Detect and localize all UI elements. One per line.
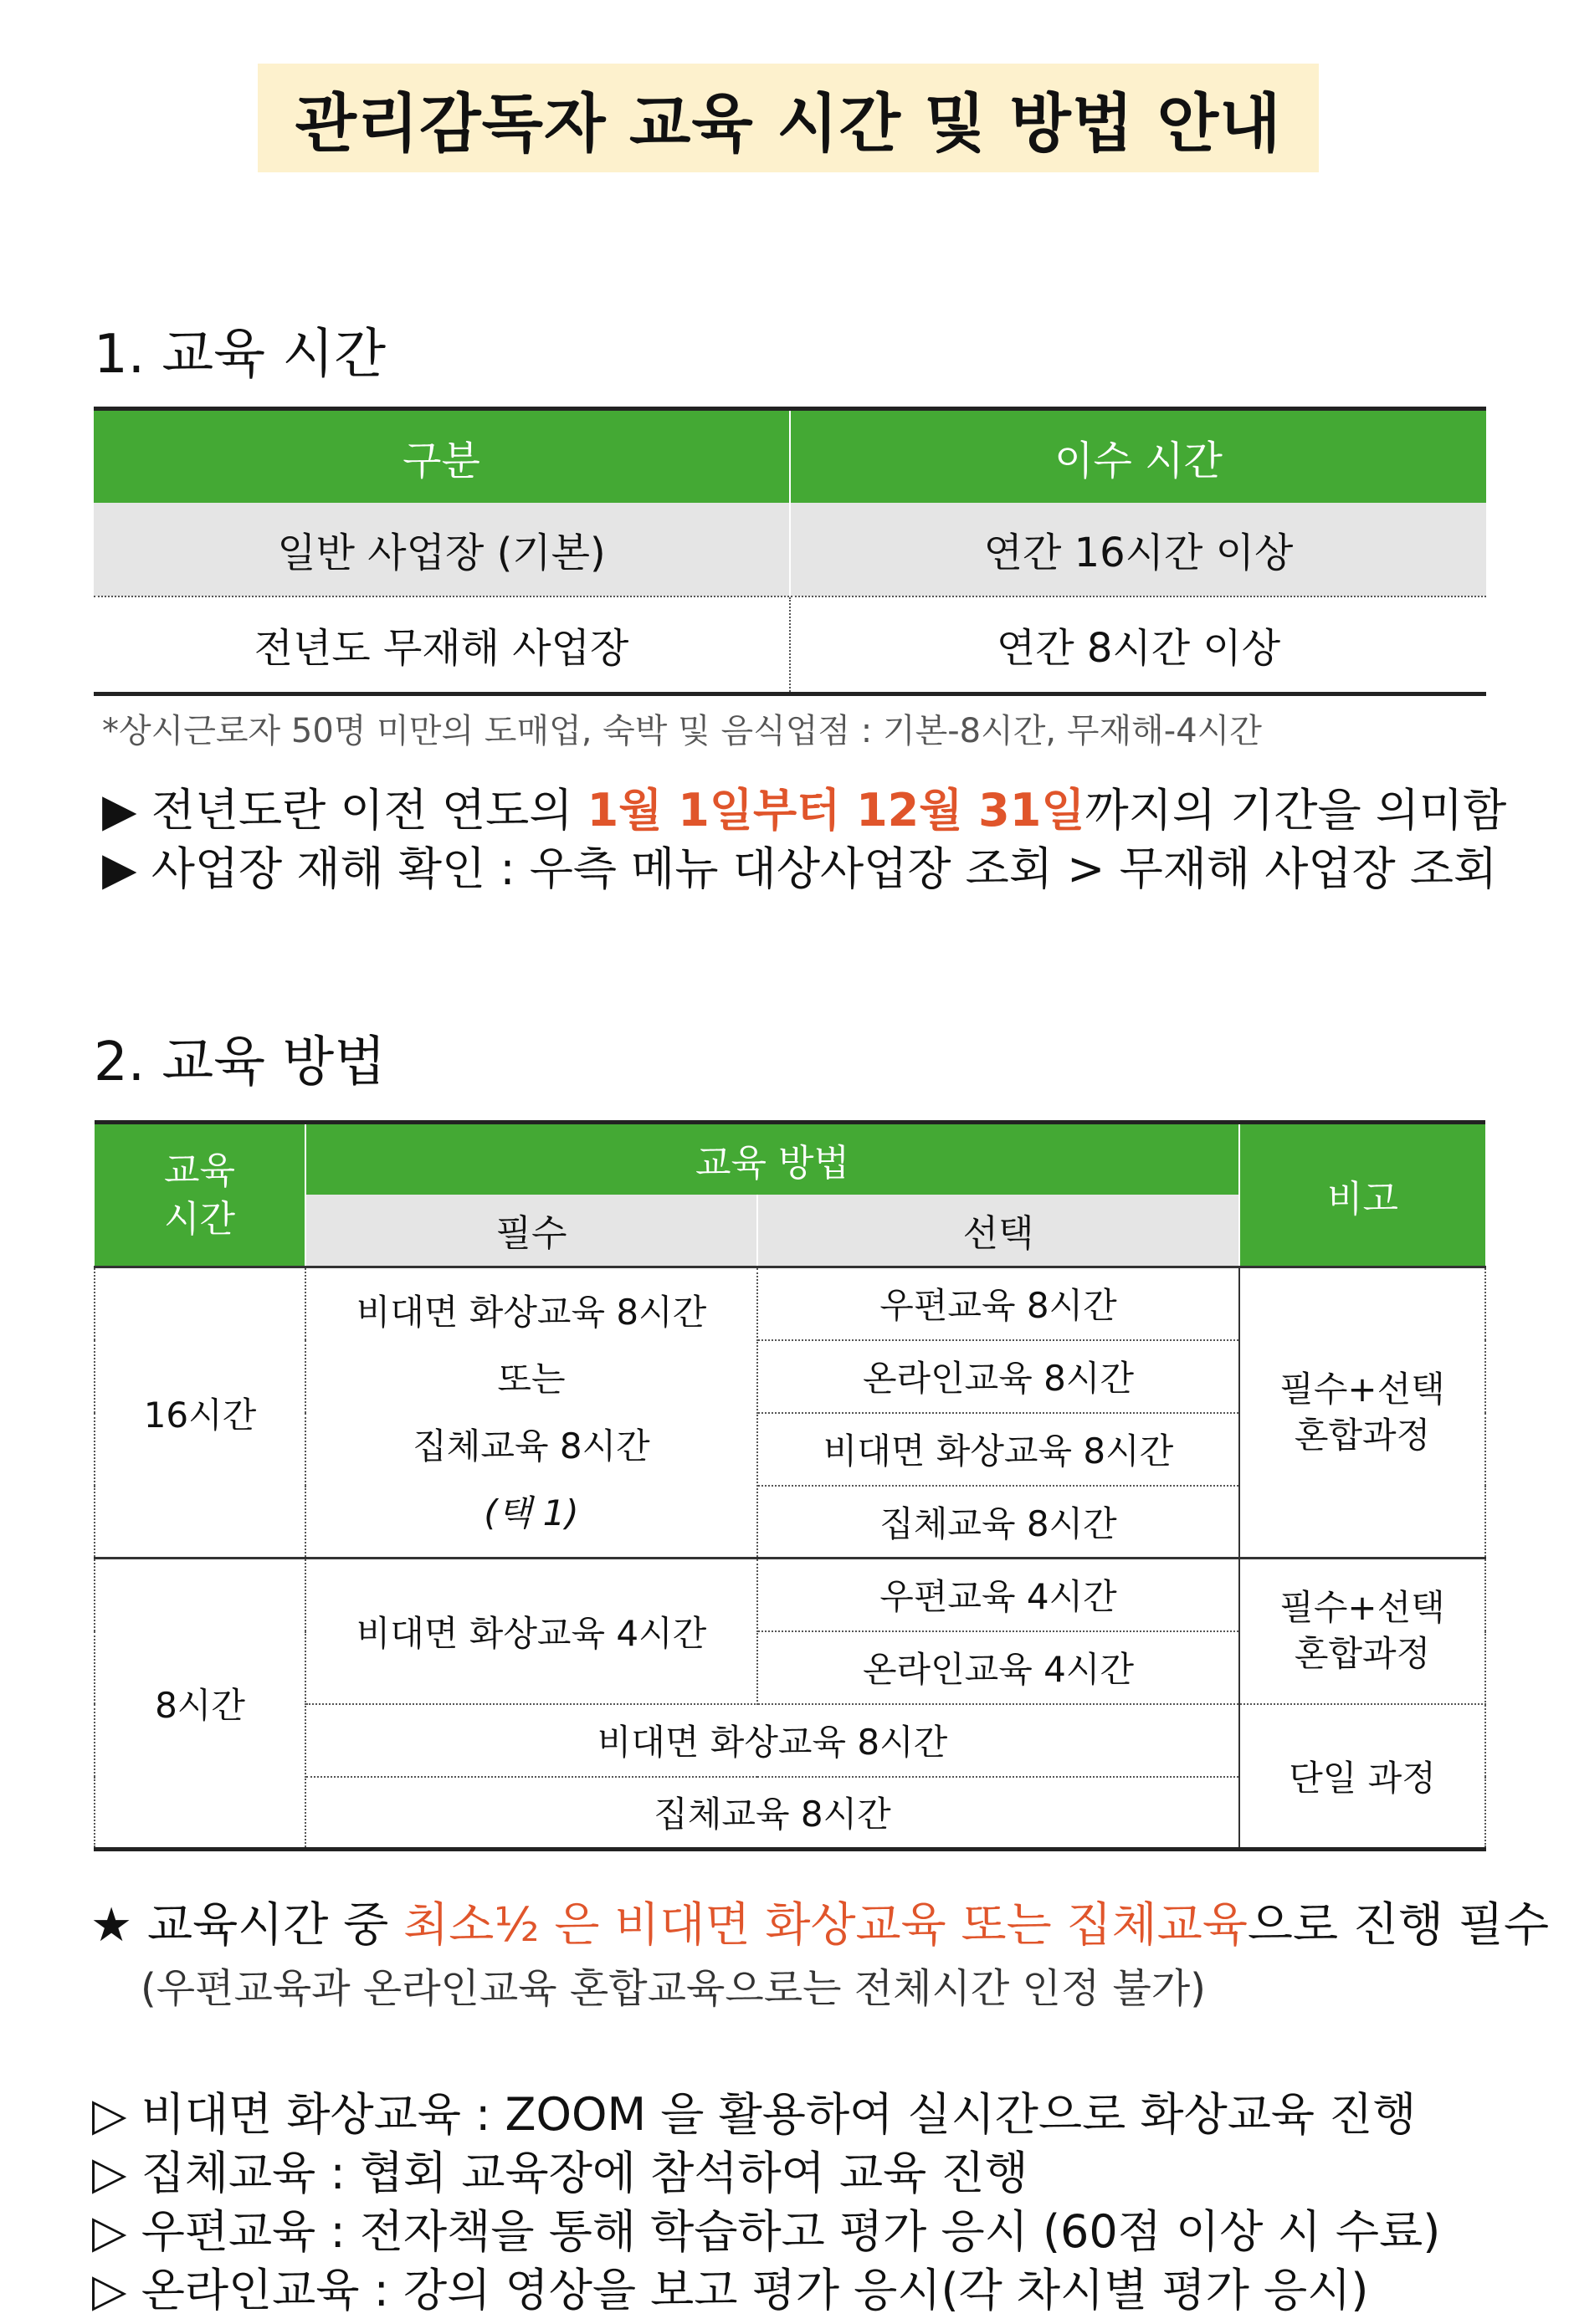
star-highlight: 최소½ 은 비대면 화상교육 또는 집체교육	[403, 1898, 1248, 1953]
star-text: 으로 진행 필수	[1247, 1898, 1550, 1953]
row-hours: 연간 8시간 이상	[790, 596, 1486, 694]
education-hours-table	[94, 407, 1486, 696]
row-category: 전년도 무재해 사업장	[94, 596, 790, 694]
header-optional: 선택	[757, 1195, 1239, 1267]
optional-item: 우편교육 4시간	[757, 1559, 1239, 1631]
note-8-single: 단일 과정	[1239, 1704, 1485, 1850]
time-8: 8시간	[95, 1559, 305, 1850]
education-method-table	[94, 1120, 1486, 1851]
optional-item: 집체교육 8시간	[757, 1486, 1239, 1559]
page-title: 관리감독자 교육 시간 및 방법 안내	[295, 85, 1282, 161]
optional-item: 온라인교육 4시간	[757, 1631, 1239, 1704]
header-method: 교육 방법	[305, 1123, 1239, 1195]
header-note: 비고	[1239, 1123, 1485, 1267]
required-item: 비대면 화상교육 8시간	[356, 1291, 707, 1333]
required-item: 집체교육 8시간	[413, 1425, 650, 1467]
table-row	[94, 596, 1486, 694]
bullet-check: ▶ 사업장 재해 확인 : 우측 메뉴 대상사업장 조회 > 무재해 사업장 조회	[102, 842, 1498, 895]
header-hours: 이수 시간	[790, 409, 1486, 504]
row-category: 일반 사업장 (기본)	[94, 503, 790, 596]
footnote: *상시근로자 50명 미만의 도매업, 숙박 및 음식업점 : 기본-8시간, 무재해-4시간	[102, 712, 1262, 750]
time-16: 16시간	[95, 1267, 305, 1559]
required-item: 또는	[497, 1358, 566, 1400]
note-8-mixed: 필수+선택 혼합과정	[1239, 1559, 1485, 1704]
section2-heading: 2. 교육 방법	[94, 1031, 387, 1093]
row-hours: 연간 16시간 이상	[790, 503, 1486, 596]
header-required: 필수	[305, 1195, 757, 1267]
required-item: (택 1)	[484, 1492, 579, 1533]
star-subnote: (우편교육과 온라인교육 혼합교육으로는 전체시간 인정 불가)	[141, 1965, 1206, 2012]
header-category: 구분	[94, 409, 790, 504]
required-8: 비대면 화상교육 4시간	[305, 1559, 757, 1704]
title-banner	[258, 64, 1319, 172]
star-note	[90, 1888, 1549, 1955]
method-item: ▷ 우편교육 : 전자책을 통해 학습하고 평가 응시 (60점 이상 시 수료)	[92, 2205, 1441, 2258]
single-item: 집체교육 8시간	[305, 1777, 1239, 1850]
bullet-text: ▶ 전년도란 이전 연도의	[102, 784, 587, 837]
section1-heading: 1. 교육 시간	[94, 324, 387, 386]
star-text: ★ 교육시간 중	[90, 1898, 404, 1953]
note-16: 필수+선택 혼합과정	[1239, 1267, 1485, 1559]
optional-item: 우편교육 8시간	[757, 1267, 1239, 1340]
optional-item: 온라인교육 8시간	[757, 1340, 1239, 1413]
method-item: ▷ 비대면 화상교육 : ZOOM 을 활용하여 실시간으로 화상교육 진행	[92, 2088, 1417, 2141]
method-item: ▷ 온라인교육 : 강의 영상을 보고 평가 응시(각 차시별 평가 응시)	[92, 2264, 1369, 2316]
header-time: 교육 시간	[95, 1123, 305, 1267]
table-row	[94, 503, 1486, 596]
bullet-highlight: 1월 1일부터 12월 31일	[587, 784, 1085, 837]
optional-item: 비대면 화상교육 8시간	[757, 1413, 1239, 1486]
table-header-row	[94, 409, 1486, 504]
bullet-period	[102, 775, 1506, 839]
method-item: ▷ 집체교육 : 협회 교육장에 참석하여 교육 진행	[92, 2147, 1028, 2199]
single-item: 비대면 화상교육 8시간	[305, 1704, 1239, 1777]
required-16	[305, 1267, 757, 1559]
bullet-text: 까지의 기간을 의미함	[1084, 784, 1507, 837]
